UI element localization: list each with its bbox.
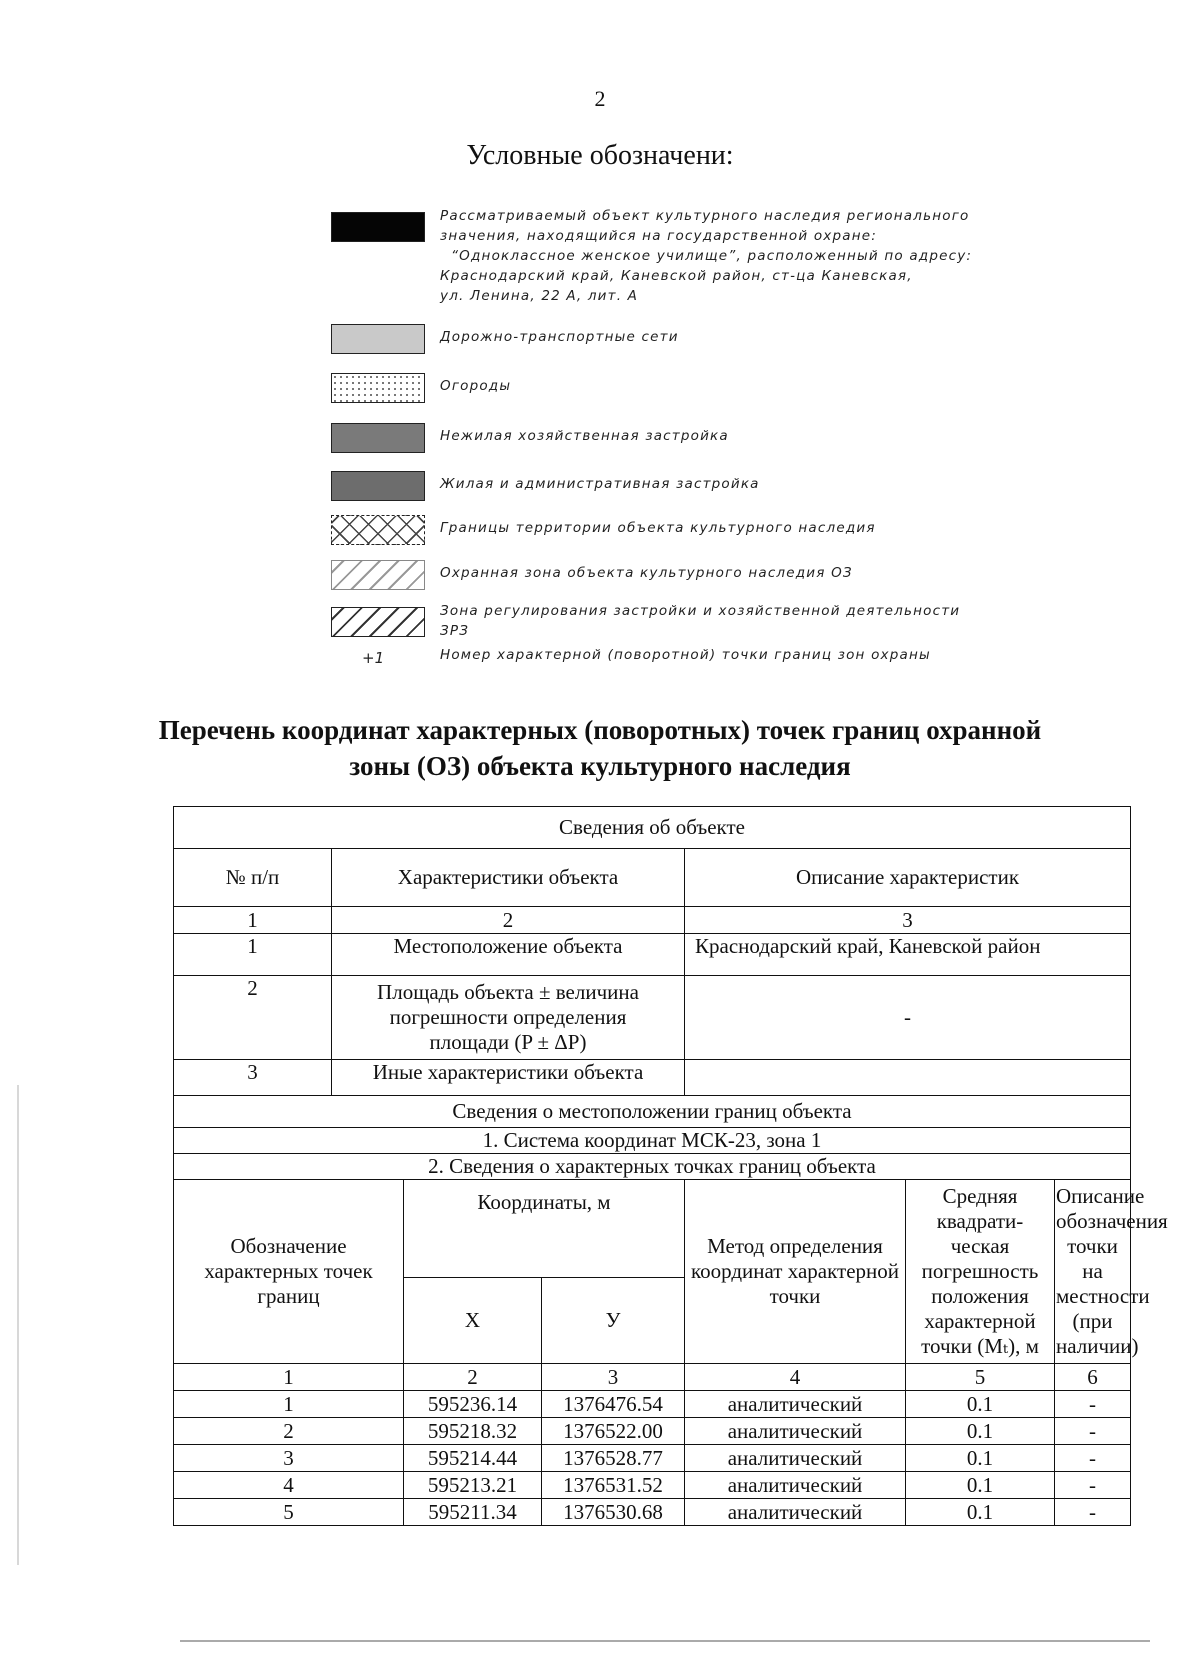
point-desc: - xyxy=(1055,1472,1131,1499)
point-id: 2 xyxy=(174,1418,404,1445)
points-col-number: 5 xyxy=(906,1364,1055,1391)
legend-text: Границы территории объекта культурного наследия xyxy=(440,520,876,536)
col-description-header: Описание характеристик xyxy=(685,849,1131,907)
table-row xyxy=(174,1472,1131,1499)
col-num-header: № п/п xyxy=(174,849,332,907)
points-col-number: 6 xyxy=(1055,1364,1131,1391)
legend-text: Огороды xyxy=(440,378,512,394)
object-row-value: - xyxy=(685,976,1131,1060)
points-header: 2. Сведения о характерных точках границ объекта xyxy=(174,1154,1131,1180)
section-title: Перечень координат характерных (поворотных) точек границ охранной зоны (ОЗ) объекта культурного наследия xyxy=(158,715,1042,781)
object-row-name: Иные характеристики объекта xyxy=(332,1060,685,1096)
point-desc: - xyxy=(1055,1391,1131,1418)
point-precision: 0.1 xyxy=(906,1499,1055,1526)
dark-hatch-swatch-icon xyxy=(331,607,425,637)
col-number: 2 xyxy=(332,907,685,934)
page-number: 2 xyxy=(594,86,606,111)
black-fill-swatch-icon xyxy=(331,212,425,242)
point-id: 4 xyxy=(174,1472,404,1499)
cross-hatch-swatch-icon xyxy=(331,515,425,545)
point-x: 595236.14 xyxy=(404,1391,542,1418)
col-characteristics-header: Характеристики объекта xyxy=(332,849,685,907)
point-precision: 0.1 xyxy=(906,1391,1055,1418)
col-coordinates-header: Координаты, м xyxy=(404,1180,685,1278)
legend-text: Рассматриваемый объект культурного наследия регионального значения, находящийся на государственной охране: “Одноклассное женское училище”, расположенный по адресу: Краснодарский край, Каневской район, ст-ца Каневская, ул. Ленина, 22 А, лит. А xyxy=(440,208,973,304)
legend-text: Дорожно-транспортные сети xyxy=(440,329,679,345)
points-col-number: 1 xyxy=(174,1364,404,1391)
col-point-description-header: Описание обозначения точки на местности (при наличии) xyxy=(1055,1180,1131,1364)
point-precision: 0.1 xyxy=(906,1418,1055,1445)
point-method: аналитический xyxy=(685,1445,906,1472)
object-row-value xyxy=(685,1060,1131,1096)
points-col-number: 4 xyxy=(685,1364,906,1391)
point-y: 1376530.68 xyxy=(542,1499,685,1526)
scan-margin-line xyxy=(17,1085,19,1565)
point-precision: 0.1 xyxy=(906,1445,1055,1472)
light-gray-swatch-icon xyxy=(331,324,425,354)
table-row xyxy=(174,1391,1131,1418)
col-number: 1 xyxy=(174,907,332,934)
point-x: 595213.21 xyxy=(404,1472,542,1499)
object-row-name: Площадь объекта ± величина погрешности определения площади (P ± ΔP) xyxy=(332,976,685,1060)
legend-title: Условные обозначени: xyxy=(466,140,734,171)
point-id: 1 xyxy=(174,1391,404,1418)
point-method: аналитический xyxy=(685,1499,906,1526)
point-method: аналитический xyxy=(685,1418,906,1445)
col-precision-header: Средняя квадрати-ческая погрешность положения характерной точки (Mₜ), м xyxy=(906,1180,1055,1364)
object-row-num: 3 xyxy=(174,1060,332,1096)
point-y: 1376522.00 xyxy=(542,1418,685,1445)
point-y: 1376531.52 xyxy=(542,1472,685,1499)
point-desc: - xyxy=(1055,1418,1131,1445)
object-row-name: Местоположение объекта xyxy=(332,934,685,976)
point-precision: 0.1 xyxy=(906,1472,1055,1499)
point-marker-label: Номер характерной (поворотной) точки границ зон охраны xyxy=(440,647,931,663)
col-number: 3 xyxy=(685,907,1131,934)
object-row-num: 2 xyxy=(174,976,332,1060)
point-desc: - xyxy=(1055,1499,1131,1526)
object-row-num: 1 xyxy=(174,934,332,976)
scan-divider xyxy=(180,1640,1150,1642)
legend-text: Жилая и административная застройка xyxy=(440,476,760,492)
point-marker-symbol: +1 xyxy=(362,649,385,667)
point-y: 1376528.77 xyxy=(542,1445,685,1472)
col-x-header: Х xyxy=(404,1278,542,1364)
object-info-header: Сведения об объекте xyxy=(174,807,1131,849)
point-id: 5 xyxy=(174,1499,404,1526)
table-row xyxy=(174,1499,1131,1526)
col-method-header: Метод определения координат характерной точки xyxy=(685,1180,906,1364)
legend-text: Охранная зона объекта культурного наследия ОЗ xyxy=(440,565,853,581)
coordinates-table xyxy=(173,806,1168,1526)
point-x: 595218.32 xyxy=(404,1418,542,1445)
point-id: 3 xyxy=(174,1445,404,1472)
object-row-value: Краснодарский край, Каневской район xyxy=(685,934,1131,976)
legend-text: Зона регулирования застройки и хозяйственной деятельности ЗРЗ xyxy=(440,603,961,639)
location-header: Сведения о местоположении границ объекта xyxy=(174,1096,1131,1128)
dotted-swatch-icon xyxy=(331,373,425,403)
light-hatch-swatch-icon xyxy=(331,560,425,590)
point-y: 1376476.54 xyxy=(542,1391,685,1418)
point-desc: - xyxy=(1055,1445,1131,1472)
points-col-number: 3 xyxy=(542,1364,685,1391)
point-x: 595211.34 xyxy=(404,1499,542,1526)
point-method: аналитический xyxy=(685,1391,906,1418)
points-col-number: 2 xyxy=(404,1364,542,1391)
point-x: 595214.44 xyxy=(404,1445,542,1472)
gray-swatch-icon xyxy=(331,423,425,453)
table-row xyxy=(174,1418,1131,1445)
dark-gray-swatch-icon xyxy=(331,471,425,501)
col-y-header: У xyxy=(542,1278,685,1364)
legend-text: Нежилая хозяйственная застройка xyxy=(440,428,729,444)
col-designation-header: Обозначение характерных точек границ xyxy=(174,1180,404,1364)
coord-system: 1. Система координат МСК-23, зона 1 xyxy=(174,1128,1131,1154)
point-method: аналитический xyxy=(685,1472,906,1499)
table-row xyxy=(174,1445,1131,1472)
